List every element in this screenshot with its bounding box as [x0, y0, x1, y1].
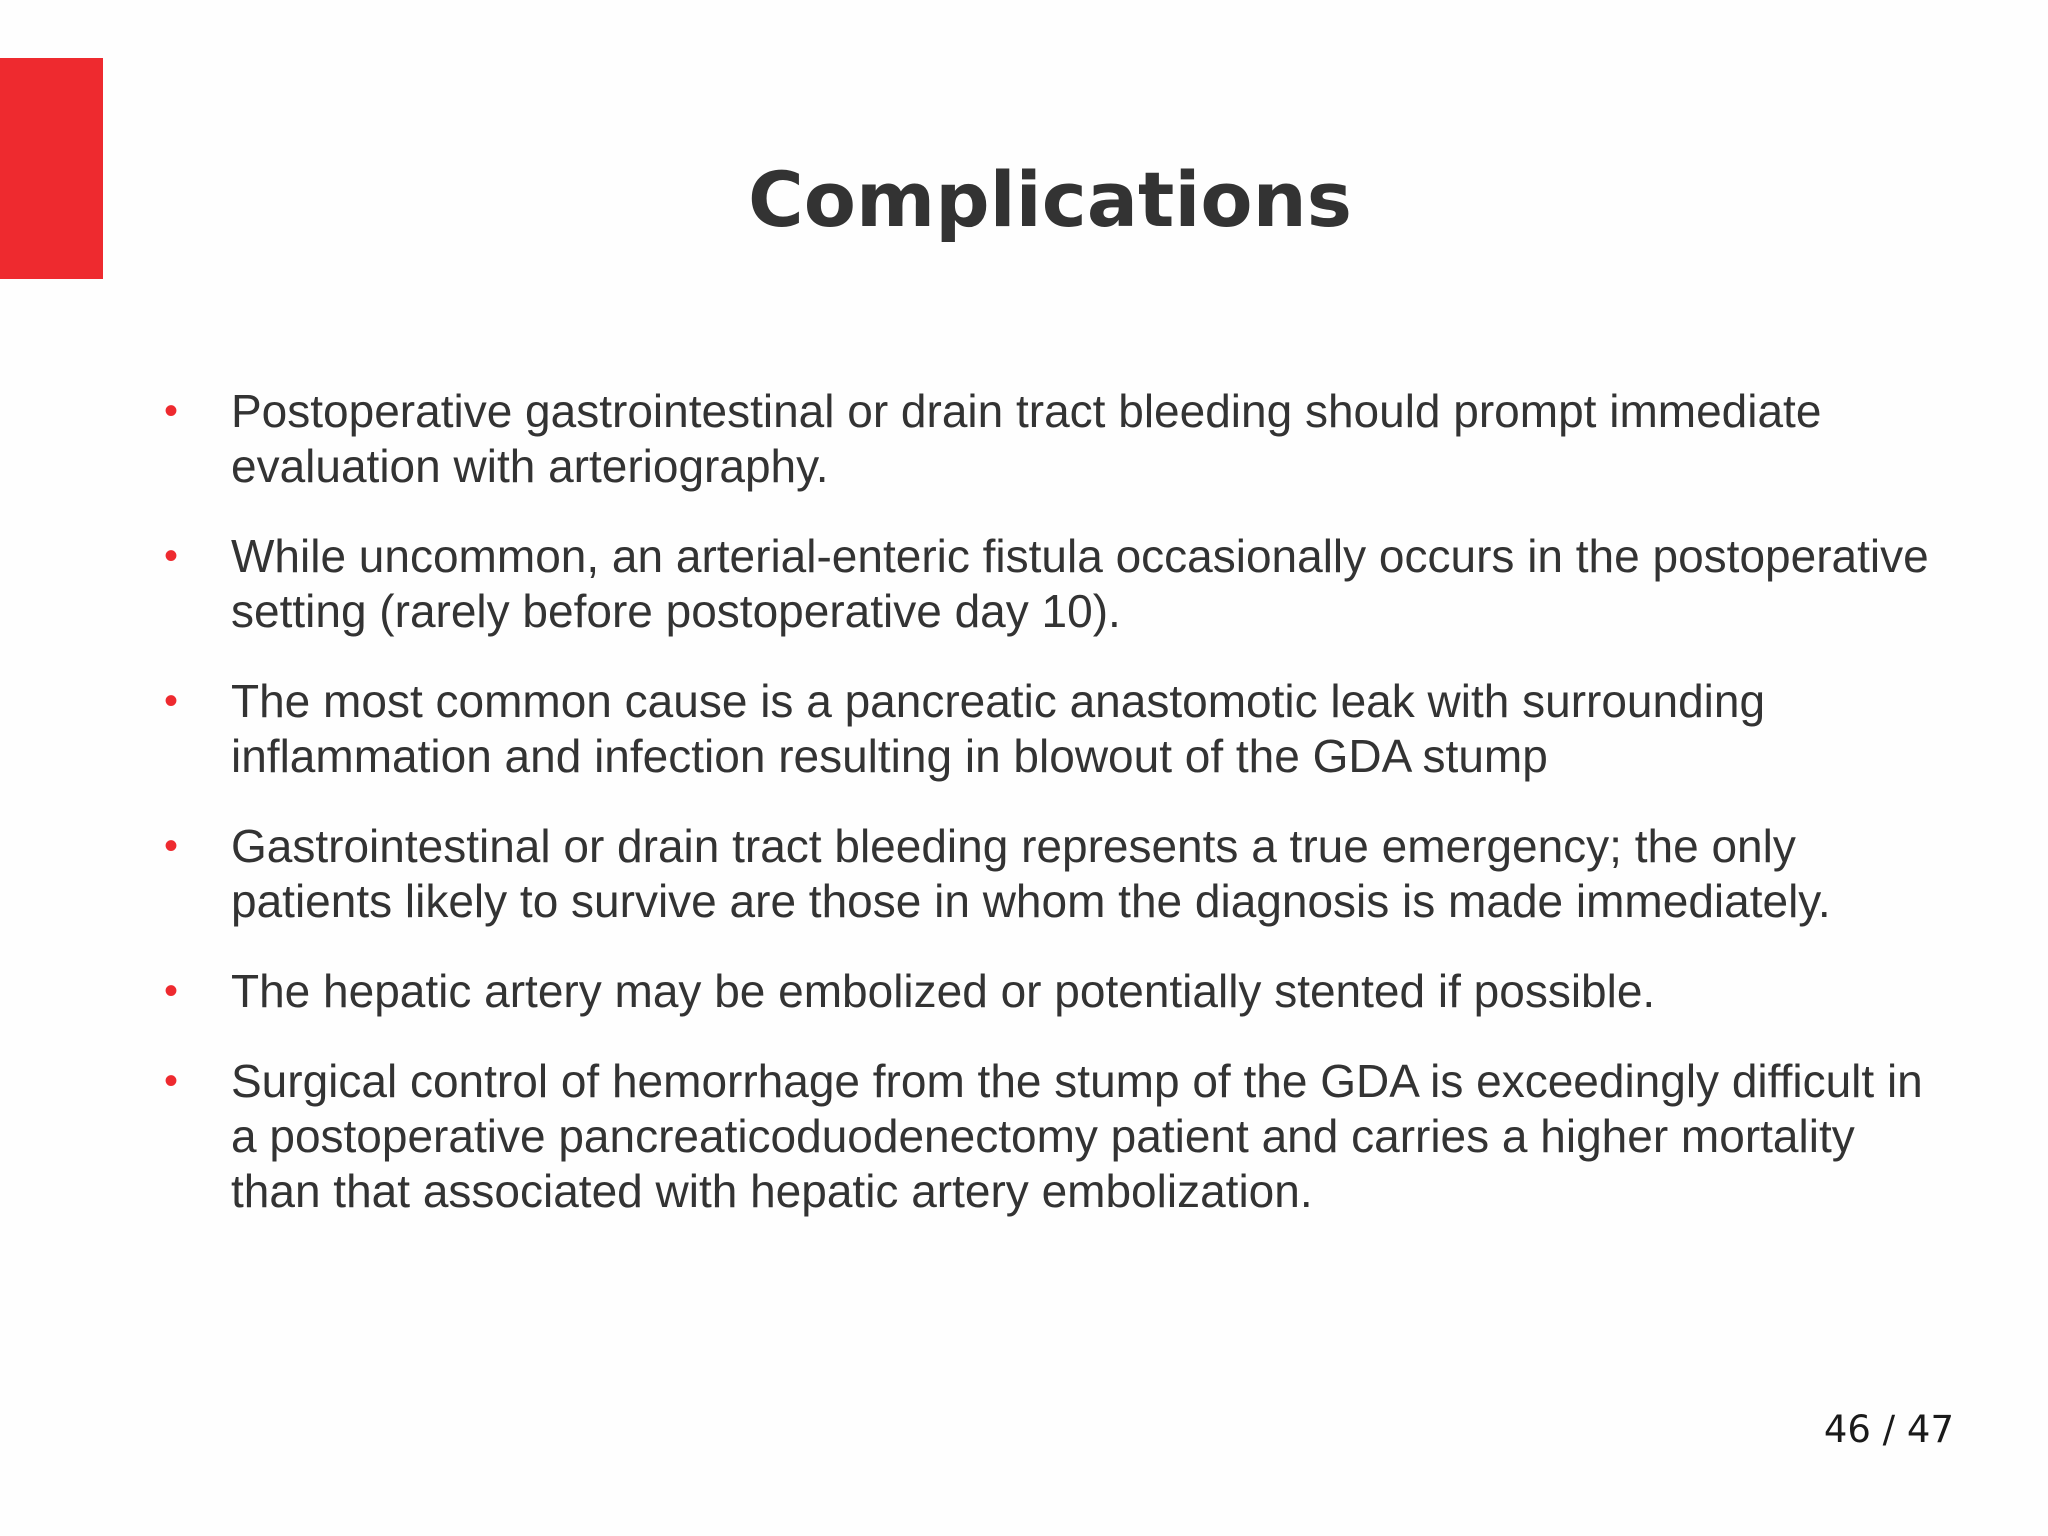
page-indicator: 46 / 47 [1823, 1408, 1954, 1451]
bullet-item [160, 964, 1930, 1019]
bullet-dot-icon: • [164, 534, 179, 578]
bullet-dot-icon: • [164, 969, 179, 1013]
bullet-item [160, 1054, 1930, 1219]
bullet-list [160, 384, 1930, 1254]
bullet-text: Surgical control of hemorrhage from the stump of the GDA is exceedingly difficult in a postoperative pancreaticoduodenectomy patient and carries a higher mortality than that associated with hepatic artery embolization. [231, 1055, 1923, 1217]
bullet-item [160, 674, 1930, 784]
bullet-dot-icon: • [164, 824, 179, 868]
bullet-dot-icon: • [164, 389, 179, 433]
bullet-text: The most common cause is a pancreatic anastomotic leak with surrounding inflammation and infection resulting in blowout of the GDA stump [231, 675, 1766, 782]
bullet-item [160, 384, 1930, 494]
slide-title: Complications [748, 155, 1352, 244]
bullet-text: While uncommon, an arterial-enteric fistula occasionally occurs in the postoperative setting (rarely before postoperative day 10). [231, 530, 1929, 637]
bullet-text: The hepatic artery may be embolized or potentially stented if possible. [231, 965, 1656, 1017]
bullet-dot-icon: • [164, 679, 179, 723]
bullet-item [160, 819, 1930, 929]
bullet-dot-icon: • [164, 1059, 179, 1103]
bullet-text: Gastrointestinal or drain tract bleeding represents a true emergency; the only patients likely to survive are those in whom the diagnosis is made immediately. [231, 820, 1831, 927]
bullet-item [160, 529, 1930, 639]
bullet-text: Postoperative gastrointestinal or drain tract bleeding should prompt immediate evaluation with arteriography. [231, 385, 1822, 492]
